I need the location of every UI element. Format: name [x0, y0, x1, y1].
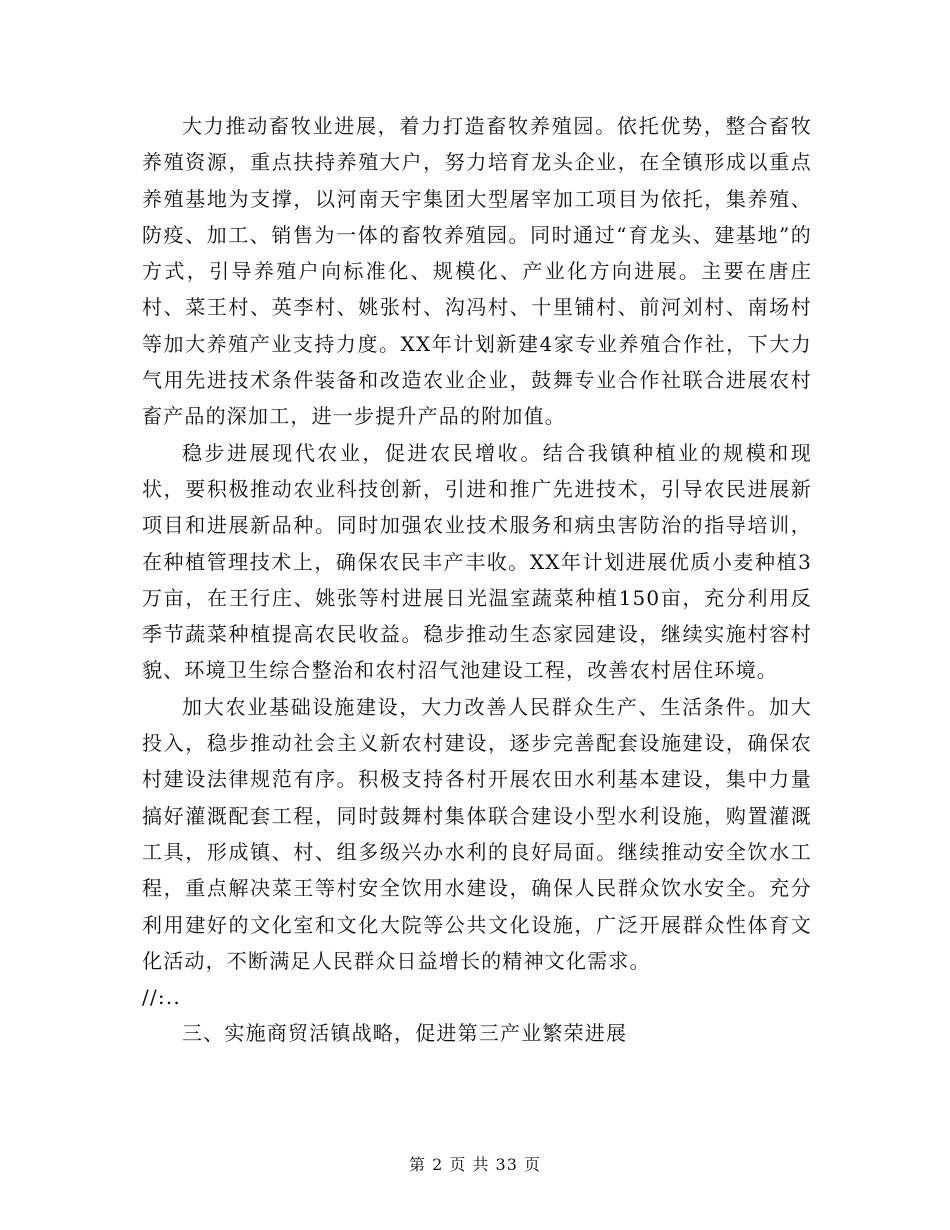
section-heading: 三、实施商贸活镇战略，促进第三产业繁荣进展 — [182, 1021, 628, 1046]
paragraph-infrastructure: 加大农业基础设施建设，大力改善人民群众生产、生活条件。加大投入，稳步推动社会主义新农村建设，逐步完善配套设施建设，确保农村建设法律规范有序。积极支持各村开展农田水利基本建设，集中力量搞好灌溉配套工程，同时鼓舞村集体联合建设小型水利设施，购置灌溉工具，形成镇、村、组多级兴办水利的良好局面。继续推动安全饮水工程，重点解决菜王等村安全饮用水建设，确保人民群众饮水安全。充分利用建好的文化室和文化大院等公共文化设施，广泛开展群众性体育文化活动，不断满足人民群众日益增长的精神文化需求。 — [142, 694, 812, 973]
trailing-text: //:.. — [142, 985, 181, 1010]
document-body — [142, 108, 812, 1052]
page-footer: 第 2 页 共 33 页 — [409, 1155, 541, 1174]
paragraph-livestock: 大力推动畜牧业进展，着力打造畜牧养殖园。依托优势，整合畜牧养殖资源，重点扶持养殖大户，努力培育龙头企业，在全镇形成以重点养殖基地为支撑，以河南天宇集团大型屠宰加工项目为依托，集养殖、防疫、加工、销售为一体的畜牧养殖园。同时通过“育龙头、建基地”的方式，引导养殖户向标准化、规模化、产业化方向进展。主要在唐庄村、菜王村、英李村、姚张村、沟冯村、十里铺村、前河刘村、南场村等加大养殖产业支持力度。XX年计划新建4家专业养殖合作社，下大力气用先进技术条件装备和改造农业企业，鼓舞专业合作社联合进展农村畜产品的深加工，进一步提升产品的附加值。 — [142, 114, 812, 429]
paragraph-modern-agriculture: 稳步进展现代农业，促进农民增收。结合我镇种植业的规模和现状，要积极推动农业科技创新，引进和推广先进技术，引导农民进展新项目和进展新品种。同时加强农业技术服务和病虫害防治的指导培训，在种植管理技术上，确保农民丰产丰收。XX年计划进展优质小麦种植3万亩，在王行庄、姚张等村进展日光温室蔬菜种植150亩，充分利用反季节蔬菜种植提高农民收益。稳步推动生态家园建设，继续实施村容村貌、环境卫生综合整治和农村沼气池建设工程，改善农村居住环境。 — [142, 440, 812, 683]
